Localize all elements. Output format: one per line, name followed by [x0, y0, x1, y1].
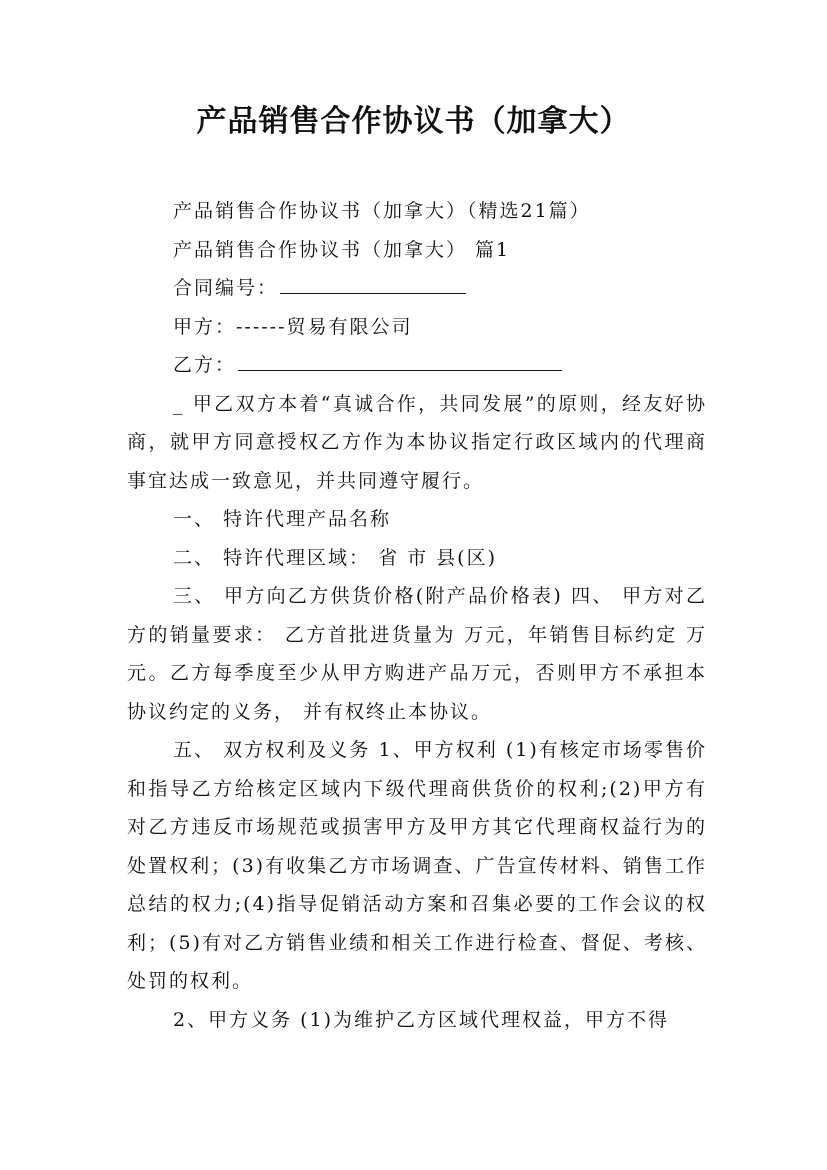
party-b-blank [238, 354, 562, 371]
document-subtitle: 产品销售合作协议书（加拿大）（精选21篇） [173, 200, 591, 222]
paragraph-clause-5: 五、 双方权利及义务 1、甲方权利 (1)有核定市场零售价和指导乙方给核定区域内下级代理商供货价的权利;(2)甲方有对乙方违反市场规范或损害甲方及甲方其它代理商权益行为的处置权利；(3)有收集乙方市场调查、广告宣传材料、销售工作总结的权力;(4)指导促销活动方案和召集必要的工作会议的权利；(5)有对乙方销售业绩和相关工作进行检查、督促、考核、处罚的权利。 [127, 739, 707, 992]
paragraph-clause-3-4: 三、 甲方向乙方供货价格(附产品价格表) 四、 甲方对乙方的销量要求： 乙方首批进货量为 万元，年销售目标约定 万元。乙方每季度至少从甲方购进产品万元，否则甲方不承担本协议约定的义务， 并有权终止本协议。 [127, 585, 707, 723]
document-body [127, 192, 707, 1039]
contract-number-label: 合同编号： [173, 277, 279, 299]
section-heading: 产品销售合作协议书（加拿大） 篇1 [173, 238, 511, 261]
contract-number-line [127, 269, 707, 308]
paragraph-clause-2: 二、 特许代理区域： 省 市 县(区) [173, 546, 497, 569]
paragraph-preamble: _ 甲乙双方本着“真诚合作，共同发展”的原则，经友好协商，就甲方同意授权乙方作为本协议指定行政区域内的代理商事宜达成一致意见，并共同遵守履行。 [127, 392, 707, 492]
party-a-line: 甲方：------贸易有限公司 [173, 315, 413, 338]
document-title: 产品销售合作协议书（加拿大） [196, 104, 631, 139]
paragraph-clause-1: 一、 特许代理产品名称 [173, 508, 392, 530]
party-b-line [127, 346, 707, 385]
party-b-label: 乙方： [173, 354, 237, 376]
paragraph-party-a-duties: 2、甲方义务 (1)为维护乙方区域代理权益，甲方不得 [173, 1008, 670, 1031]
contract-number-blank [280, 277, 466, 294]
